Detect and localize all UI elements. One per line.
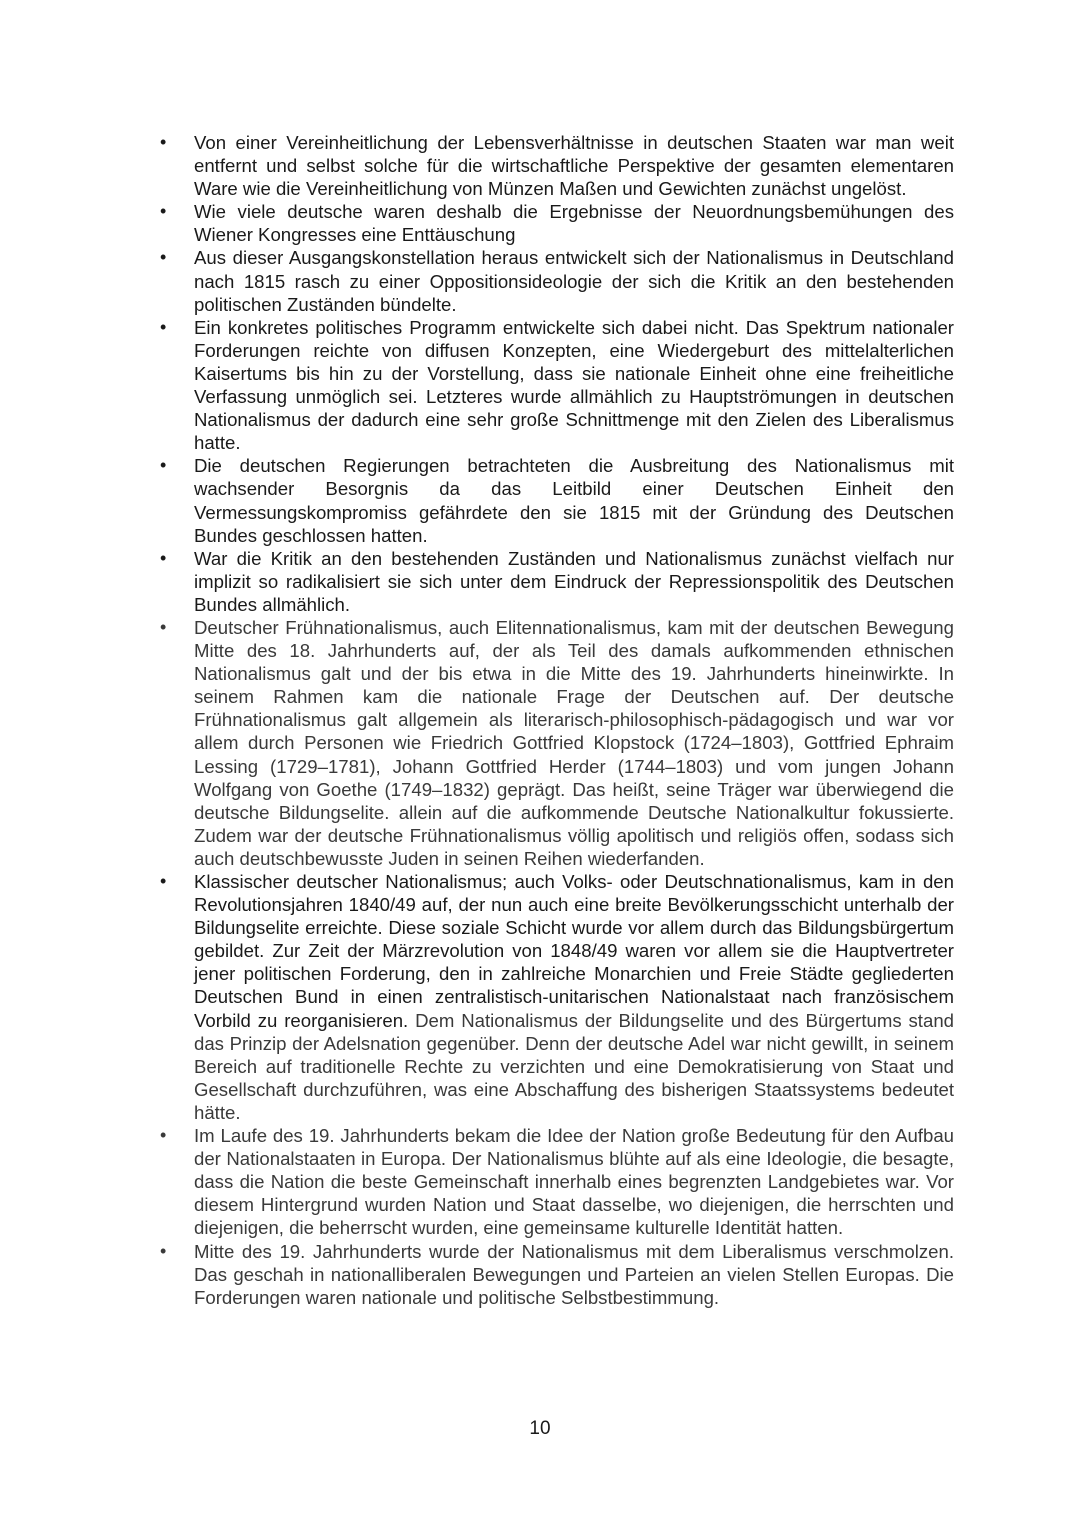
list-item <box>158 316 954 455</box>
list-item-text-part: Dem Nationalismus der Bildungselite und des Bürgertums stand das Prinzip der Adelsnation gegenüber. Denn der deutsche Adel war nicht gewillt, in seinem Bereich auf traditionelle Rechte zu verzichten und eine Demokratisierung von Staat und Gesellschaft durchzuführen, was eine Abschaffung des bisherigen Staatssystems bedeutet hätte. <box>194 1009 954 1123</box>
bullet-icon: • <box>160 132 167 152</box>
list-item <box>158 454 954 546</box>
bullet-icon: • <box>160 1240 167 1261</box>
bullet-icon: • <box>160 316 167 337</box>
list-item <box>158 616 954 870</box>
list-item-text: Aus dieser Ausgangskonstellation heraus entwickelt sich der Nationalismus in Deutschland nach 1815 rasch zu einer Oppositionsideologie der sich die Kritik an den bestehenden politischen Zuständen bündelte. <box>194 247 954 315</box>
bullet-icon: • <box>160 247 167 268</box>
list-item <box>158 131 954 200</box>
list-item-text: War die Kritik an den bestehenden Zuständen und Nationalismus zunächst vielfach nur implizit so radikalisiert sie sich unter dem Eindruck der Repressionspolitik des Deutschen Bundes allmählich. <box>194 547 954 615</box>
list-item <box>158 200 954 246</box>
bullet-list <box>158 131 954 1309</box>
page-number: 10 <box>529 1418 551 1439</box>
list-item <box>158 1240 954 1309</box>
list-item <box>158 547 954 616</box>
bullet-icon: • <box>160 616 167 637</box>
list-item <box>158 870 954 1124</box>
bullet-icon: • <box>160 1125 167 1146</box>
list-item-text: Von einer Vereinheitlichung der Lebensverhältnisse in deutschen Staaten war man weit entfernt und selbst solche für die wirtschaftliche Perspektive der gesamten elementaren Ware wie die Vereinheitlichung von Münzen Maßen und Gewichten zunächst ungelöst. <box>194 132 954 200</box>
bullet-icon: • <box>160 871 167 891</box>
list-item-text: Ein konkretes politisches Programm entwickelte sich dabei nicht. Das Spektrum nationaler Forderungen reichte von diffusen Konzepten, eine Wiedergeburt des mittelalterlichen Kaisertums bis hin zu der Vorstellung, dass sie nationale Einheit ohne eine freiheitliche Verfassung unmöglich sei. Letzteres wurde allmählich zu Hauptströmungen in deutschen Nationalismus der dadurch eine sehr große Schnittmenge mit den Zielen des Liberalismus hatte. <box>194 316 954 454</box>
list-item-text: Die deutschen Regierungen betrachteten die Ausbreitung des Nationalismus mit wachsender Besorgnis da das Leitbild einer Deutschen Einheit den Vermessungskompromiss gefährdete den sie 1815 mit der Gründung des Deutschen Bundes geschlossen hatten. <box>194 455 954 546</box>
list-item-text <box>194 870 954 1124</box>
list-item-text: Deutscher Frühnationalismus, auch Elitennationalismus, kam mit der deutschen Bewegung Mitte des 18. Jahrhunderts auf, der als Teil des damals aufkommenden ethnischen Nationalismus galt und der bis etwa in die Mitte des 19. Jahrhunderts hineinwirkte. In seinem Rahmen kam die nationale Frage der Deutschen auf. Der deutsche Frühnationalismus galt allgemein als literarisch-philosophisch-pädagogisch und war vor allem durch Personen wie Friedrich Gottfried Klopstock (1724–1803), Gottfried Ephraim Lessing (1729–1781), Johann Gottfried Herder (1744–1803) und vom jungen Johann Wolfgang von Goethe (1749–1832) geprägt. Das heißt, seine Träger war überwiegend die deutsche Bildungselite. allein auf die aufkommende Deutsche Nationalkultur fokussierte. Zudem war der deutsche Frühnationalismus völlig apolitisch und religiös offen, sodass sich auch deutschbewusste Juden in seinen Reihen wiederfanden. <box>194 616 954 869</box>
bullet-icon: • <box>160 201 167 222</box>
list-item <box>158 1124 954 1239</box>
bullet-icon: • <box>160 547 167 568</box>
bullet-icon: • <box>160 455 167 476</box>
list-item-text: Wie viele deutsche waren deshalb die Ergebnisse der Neuordnungsbemühungen des Wiener Kongresses eine Enttäuschung <box>194 201 954 246</box>
list-item <box>158 246 954 315</box>
list-item-text-part: Klassischer deutscher Nationalismus; auch Volks- oder Deutschnationalismus, kam in den Revolutionsjahren 1840/49 auf, der nun auch eine breite Bevölkerungsschicht unterhalb der Bildungselite erreichte. Diese soziale Schicht wurde vor allem durch das Bildungsbürgertum gebildet. Zur Zeit der Märzrevolution von 1848/49 waren vor allem sie die Hauptvertreter jener politischen Forderung, den in zahlreiche Monarchien und Freie Städte gegliederten Deutschen Bund in einen zentralistisch-unitarischen Nationalstaat nach französischem Vorbild zu reorganisieren. <box>194 871 954 1031</box>
list-item-text: Mitte des 19. Jahrhunderts wurde der Nationalismus mit dem Liberalismus verschmolzen. Das geschah in nationalliberalen Bewegungen und Parteien an vielen Stellen Europas. Die Forderungen waren nationale und politische Selbstbestimmung. <box>194 1240 954 1308</box>
list-item-text: Im Laufe des 19. Jahrhunderts bekam die Idee der Nation große Bedeutung für den Aufbau der Nationalstaaten in Europa. Der Nationalismus blühte auf als eine Ideologie, die besagte, dass die Nation die beste Gemeinschaft innerhalb eines begrenzten Landgebietes war. Vor diesem Hintergrund wurden Nation und Staat dasselbe, wo diejenigen, die herrschten und diejenigen, die beherrscht wurden, eine gemeinsame kulturelle Identität hatten. <box>194 1125 954 1239</box>
